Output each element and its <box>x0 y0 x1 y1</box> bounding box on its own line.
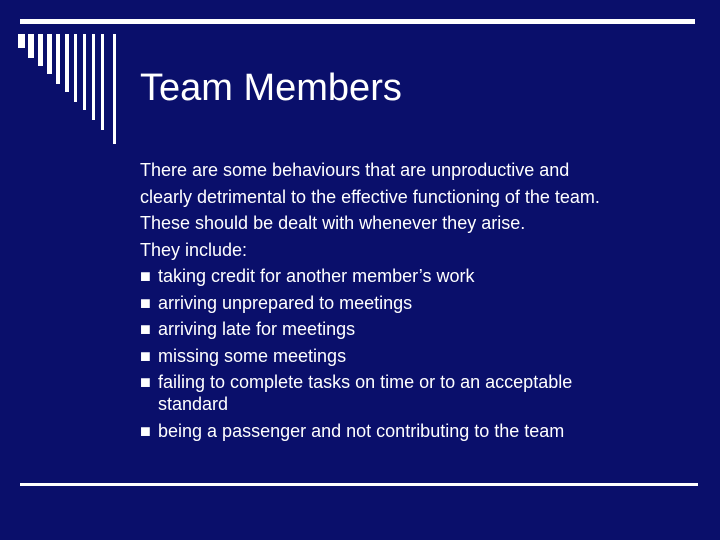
list-item-text: arriving unprepared to meetings <box>158 292 413 313</box>
list-item-text: being a passenger and not contributing to the team <box>158 420 565 441</box>
list-item <box>140 290 700 317</box>
deco-bar <box>113 34 116 144</box>
list-item <box>140 316 700 343</box>
square-bullet-icon: ■ <box>140 266 151 286</box>
deco-bar <box>18 34 25 48</box>
list-item <box>140 418 700 445</box>
list-item <box>140 369 700 418</box>
intro-line: There are some behaviours that are unproductive and <box>140 160 570 180</box>
list-item-text: taking credit for another member’s work <box>158 266 475 286</box>
deco-bar <box>28 34 34 58</box>
deco-bar <box>74 34 77 102</box>
intro-line: These should be dealt with whenever they arise. <box>140 213 526 233</box>
slide-body <box>140 157 700 444</box>
intro-line: They include: <box>140 239 248 260</box>
list-item-text: arriving late for meetings <box>158 319 356 339</box>
deco-bar <box>47 34 52 74</box>
square-bullet-icon: ■ <box>140 420 151 441</box>
list-item-text: failing to complete tasks on time or to an acceptable standard <box>158 372 573 414</box>
bottom-divider-line <box>20 483 698 486</box>
decorative-bars <box>0 0 130 160</box>
list-item-text: missing some meetings <box>158 345 347 366</box>
square-bullet-icon: ■ <box>140 292 151 313</box>
square-bullet-icon: ■ <box>140 372 151 392</box>
deco-bar <box>56 34 60 84</box>
slide-title: Team Members <box>140 67 402 109</box>
deco-bar <box>65 34 69 92</box>
list-item <box>140 343 700 370</box>
intro-line: clearly detrimental to the effective functioning of the team. <box>140 186 600 207</box>
deco-bar <box>92 34 95 120</box>
list-item <box>140 263 700 290</box>
square-bullet-icon: ■ <box>140 345 151 366</box>
square-bullet-icon: ■ <box>140 319 151 339</box>
deco-bar <box>38 34 43 66</box>
deco-bar <box>101 34 104 130</box>
deco-bar <box>83 34 86 110</box>
